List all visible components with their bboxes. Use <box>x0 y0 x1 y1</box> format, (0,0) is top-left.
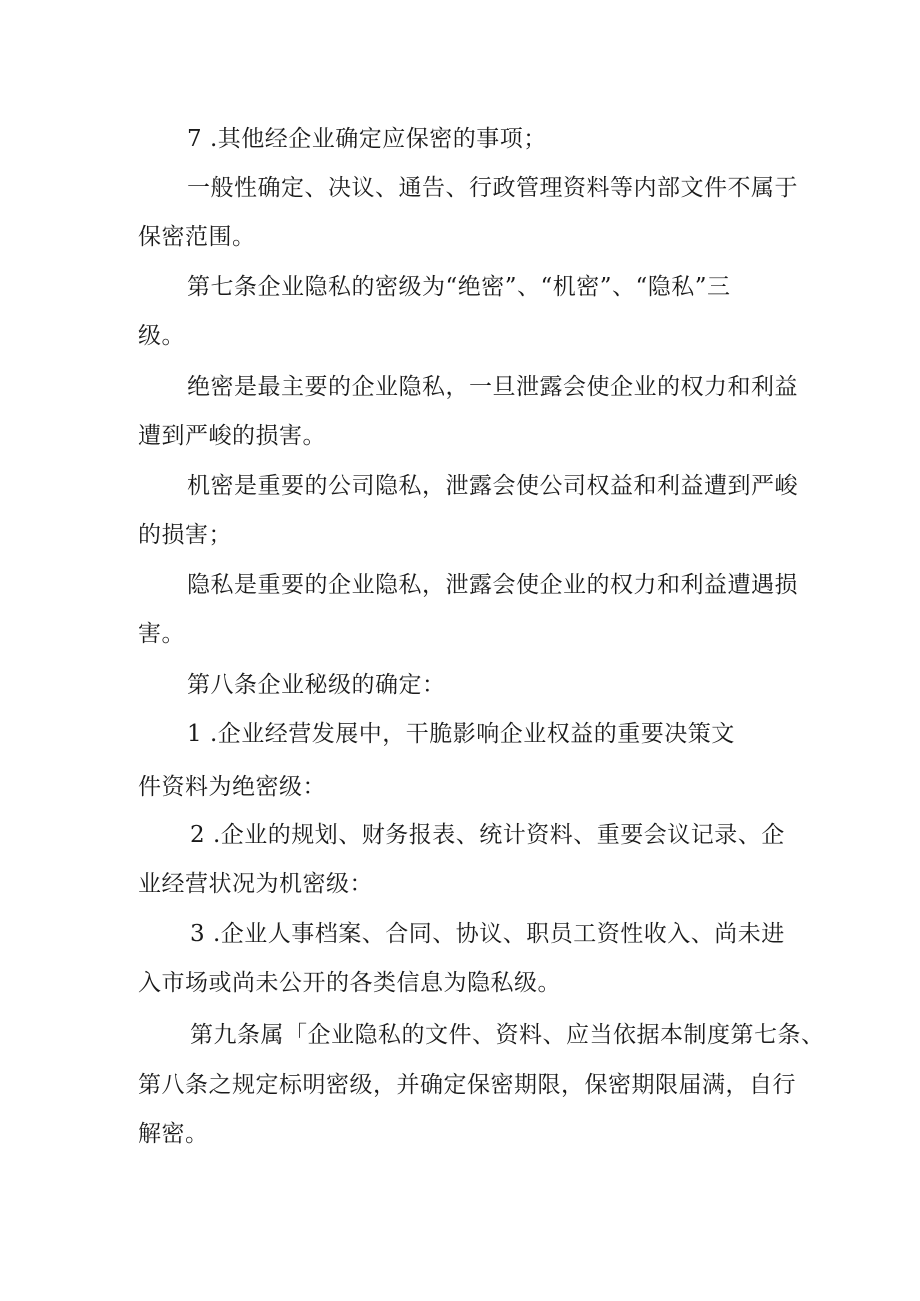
paragraph-line-item3-cont: 入市场或尚未公开的各类信息为隐私级。 <box>138 970 561 996</box>
paragraph-line-item1-cont: 件资料为绝密级： <box>138 774 326 800</box>
paragraph-line-general-docs: 一般性确定、决议、通告、行政管理资料等内部文件不属于 <box>187 175 798 201</box>
paragraph-line-item3: 3 .企业人事档案、合同、协议、职员工资性收入、尚未进 <box>190 921 785 947</box>
paragraph-line-secret: 机密是重要的公司隐私，泄露会使公司权益和利益遭到严峻 <box>187 473 798 499</box>
paragraph-line-top-secret-cont: 遭到严峻的损害。 <box>138 423 326 449</box>
paragraph-line-item1: 1 .企业经营发展中，干脆影响企业权益的重要决策文 <box>187 721 735 747</box>
paragraph-line-item2-cont: 业经营状况为机密级： <box>138 871 373 897</box>
paragraph-line-article8: 第八条企业秘级的确定： <box>187 672 446 698</box>
paragraph-line-item7: 7 .其他经企业确定应保密的事项； <box>187 126 547 152</box>
paragraph-line-item2: 2 .企业的规划、财务报表、统计资料、重要会议记录、企 <box>190 822 785 848</box>
paragraph-line-general-docs-cont: 保密范围。 <box>138 224 256 250</box>
paragraph-line-article9-cont: 第八条之规定标明密级，并确定保密期限，保密期限届满，自行 <box>138 1072 796 1098</box>
paragraph-line-article7: 第七条企业隐私的密级为“绝密”、“机密”、“隐私”三 <box>187 274 731 300</box>
paragraph-line-secret-cont: 的损害； <box>138 522 232 548</box>
paragraph-line-article9: 第九条属「企业隐私的文件、资料、应当依据本制度第七条、 <box>190 1022 825 1048</box>
paragraph-line-confidential-cont: 害。 <box>138 621 185 647</box>
paragraph-line-article9-end: 解密。 <box>138 1121 209 1147</box>
paragraph-line-article7-cont: 级。 <box>138 323 185 349</box>
paragraph-line-top-secret: 绝密是最主要的企业隐私，一旦泄露会使企业的权力和利益 <box>187 374 798 400</box>
paragraph-line-confidential: 隐私是重要的企业隐私，泄露会使企业的权力和利益遭遇损 <box>187 572 798 598</box>
